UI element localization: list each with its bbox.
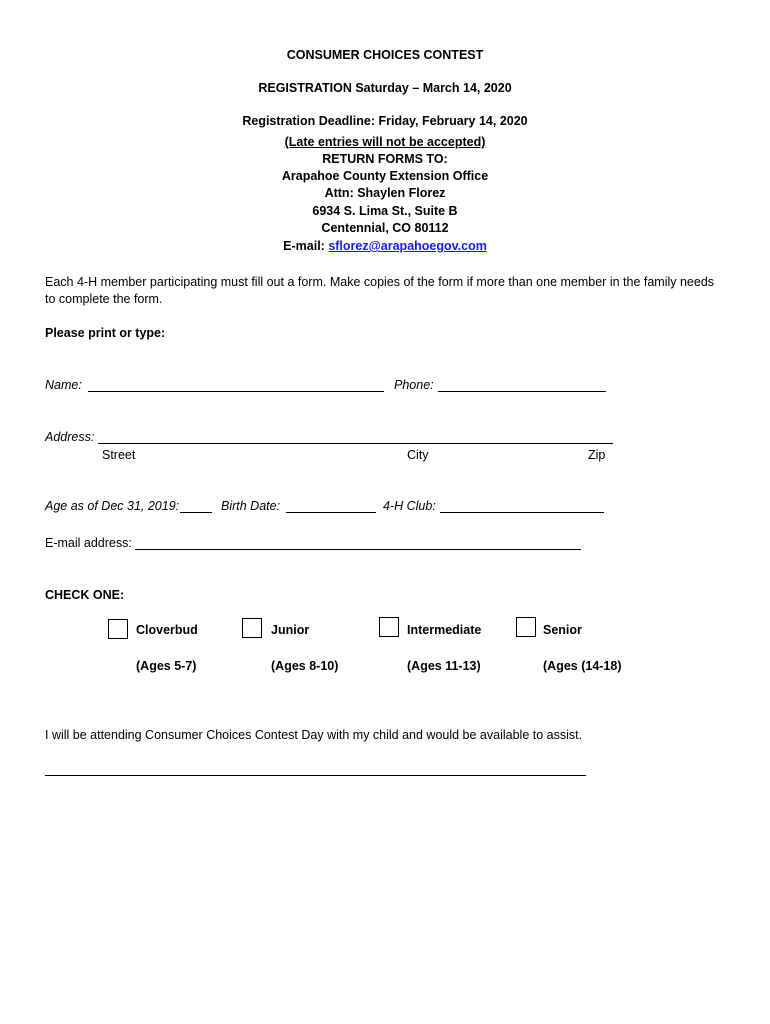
contact-email-line	[0, 239, 770, 253]
cloverbud-checkbox[interactable]	[108, 619, 128, 639]
junior-ages: (Ages 8-10)	[271, 659, 339, 673]
contact-email-link[interactable]: sflorez@arapahoegov.com	[328, 239, 487, 253]
senior-label: Senior	[543, 623, 582, 637]
signature-line[interactable]	[45, 775, 586, 776]
phone-field[interactable]	[438, 391, 606, 392]
city-caption: City	[407, 448, 429, 462]
late-entries-note: (Late entries will not be accepted)	[284, 135, 486, 149]
name-field[interactable]	[88, 391, 384, 392]
junior-label: Junior	[271, 623, 310, 637]
club-field[interactable]	[440, 512, 604, 513]
address-label: Address:	[45, 430, 95, 444]
office-name: Arapahoe County Extension Office	[281, 169, 489, 183]
form-title: CONSUMER CHOICES CONTEST	[286, 48, 484, 62]
junior-checkbox[interactable]	[242, 618, 262, 638]
age-label: Age as of Dec 31, 2019:	[45, 499, 180, 513]
club-label: 4-H Club:	[383, 499, 436, 513]
street-address: 6934 S. Lima St., Suite B	[312, 204, 458, 218]
print-note: Please print or type:	[45, 326, 166, 340]
age-field[interactable]	[180, 512, 212, 513]
city-state-zip: Centennial, CO 80112	[321, 221, 449, 235]
phone-label: Phone:	[394, 378, 434, 392]
instructions-paragraph: Each 4-H member participating must fill out a form. Make copies of the form if more than one member in the family needs to complete the form.	[45, 275, 715, 306]
return-forms-label: RETURN FORMS TO:	[322, 152, 448, 166]
senior-checkbox[interactable]	[516, 617, 536, 637]
intermediate-label: Intermediate	[407, 623, 482, 637]
intermediate-checkbox[interactable]	[379, 617, 399, 637]
registration-date: REGISTRATION Saturday – March 14, 2020	[258, 81, 512, 95]
senior-ages: (Ages (14-18)	[543, 659, 622, 673]
cloverbud-ages: (Ages 5-7)	[136, 659, 197, 673]
cloverbud-label: Cloverbud	[136, 623, 198, 637]
birth-date-label: Birth Date:	[221, 499, 281, 513]
street-caption: Street	[102, 448, 136, 462]
check-one-label: CHECK ONE:	[45, 588, 125, 602]
registration-deadline: Registration Deadline: Friday, February 14, 2020	[242, 114, 528, 128]
address-field[interactable]	[98, 443, 613, 444]
email-prefix: E-mail:	[283, 239, 329, 253]
email-address-label: E-mail address:	[45, 536, 132, 550]
name-label: Name:	[45, 378, 82, 392]
email-address-field[interactable]	[135, 549, 581, 550]
attention-line: Attn: Shaylen Florez	[324, 186, 446, 200]
birth-date-field[interactable]	[286, 512, 376, 513]
intermediate-ages: (Ages 11-13)	[407, 659, 481, 673]
attending-statement: I will be attending Consumer Choices Contest Day with my child and would be available to assist.	[45, 728, 583, 742]
zip-caption: Zip	[588, 448, 606, 462]
